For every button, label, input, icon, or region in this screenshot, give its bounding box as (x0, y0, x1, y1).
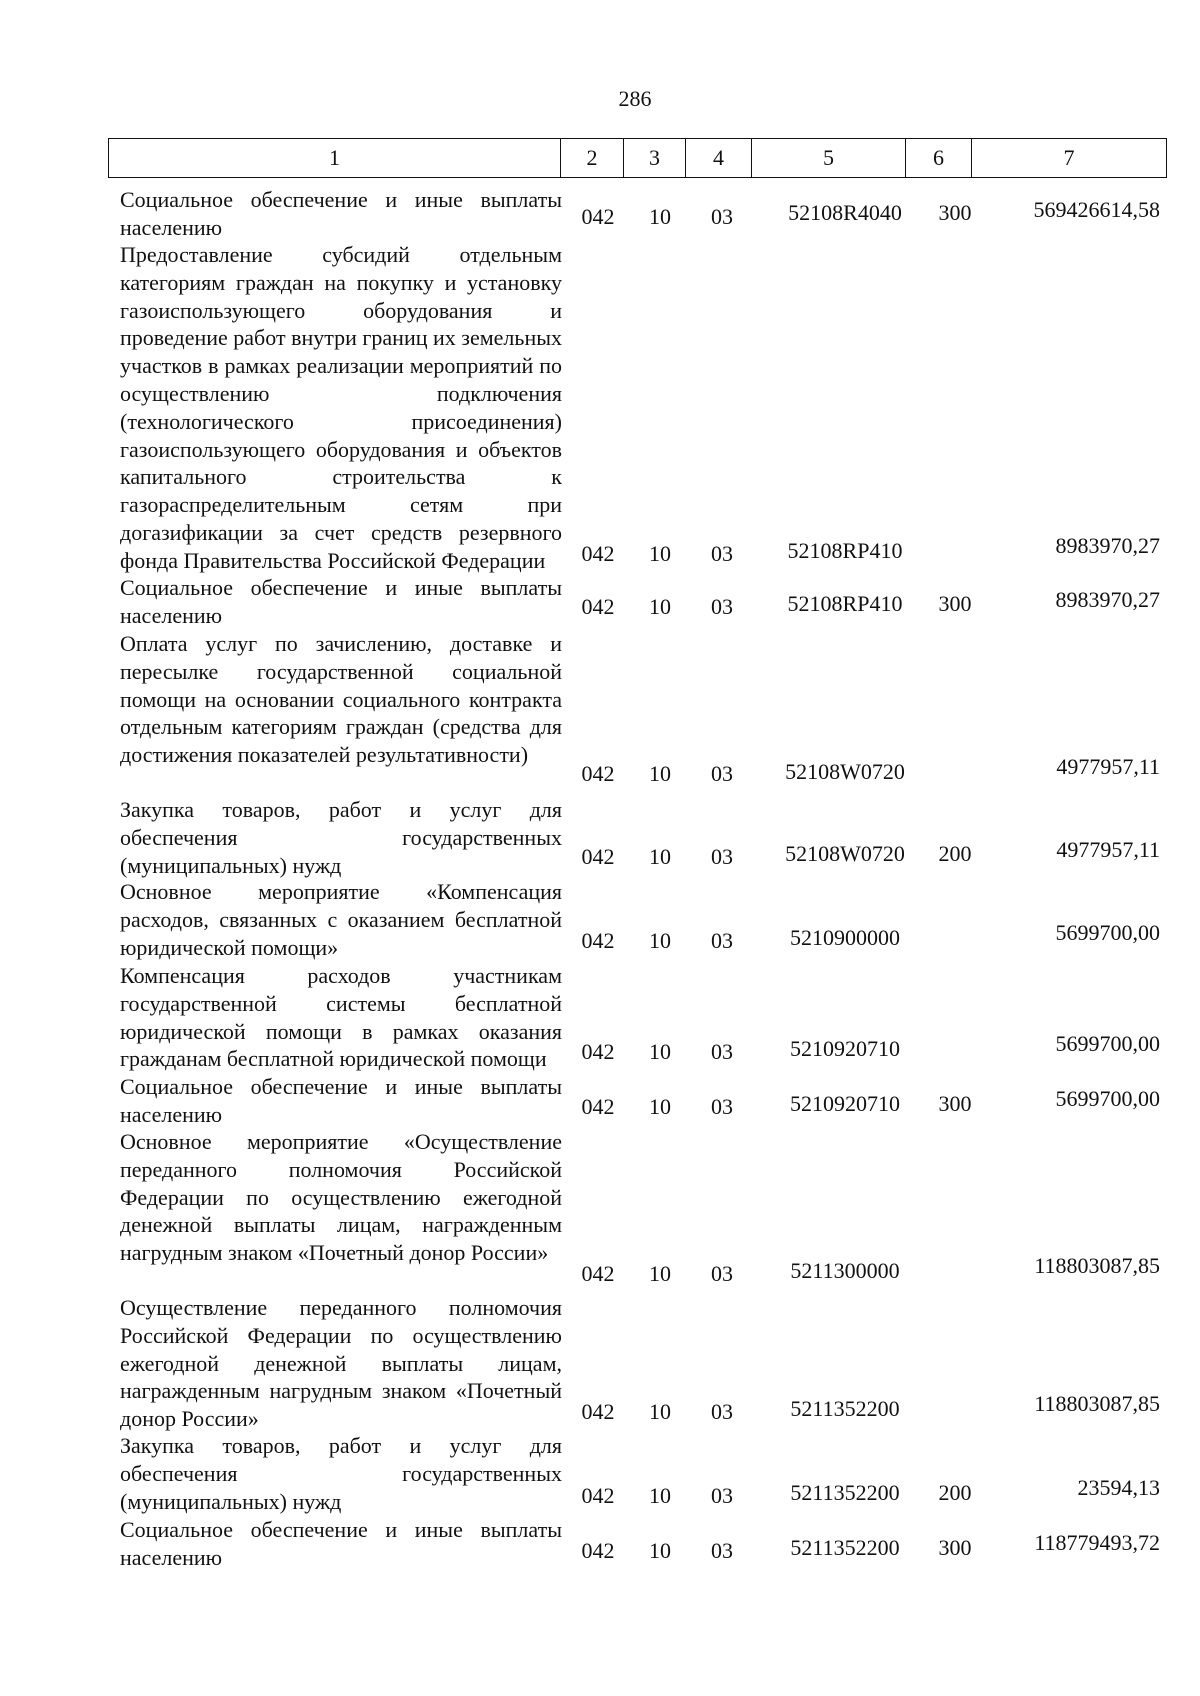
cell-col7: 5699700,00 (1055, 1031, 1160, 1056)
row-description: Основное мероприятие «Компенсация расходов, связанных с оказанием бесплатной юридической помощи» (120, 879, 562, 960)
cell-col3: 10 (649, 541, 671, 566)
cell-col5: 5211352200 (790, 1535, 900, 1560)
column-header-6: 6 (906, 139, 972, 178)
cell-col7: 4977957,11 (1056, 754, 1160, 779)
cell-col4: 03 (711, 1399, 733, 1424)
cell-col2: 042 (581, 1094, 615, 1119)
row-description: Компенсация расходов участникам государственной системы бесплатной юридической помощи в рамках оказания гражданам бесплатной юридической помощи (120, 963, 562, 1072)
row-description: Оплата услуг по зачислению, доставке и пересылке государственной социальной помощи на основании социального контракта отдельным категориям граждан (средства для достижения показателей результативности) (120, 631, 562, 768)
cell-col7: 8983970,27 (1055, 587, 1160, 612)
cell-col5: 5210920710 (790, 1091, 900, 1116)
row-description: Социальное обеспечение и иные выплаты населению (120, 575, 562, 628)
cell-col5: 52108W0720 (785, 759, 905, 784)
cell-col3: 10 (649, 204, 671, 229)
cell-col5: 52108W0720 (785, 841, 905, 866)
cell-col2: 042 (581, 541, 615, 566)
cell-col3: 10 (649, 844, 671, 869)
cell-col4: 03 (711, 1538, 733, 1563)
cell-col5: 52108R4040 (788, 200, 902, 225)
cell-col4: 03 (711, 1094, 733, 1119)
page-number: 286 (618, 86, 652, 111)
cell-col3: 10 (649, 761, 671, 786)
cell-col7: 118779493,72 (1034, 1530, 1160, 1555)
row-description: Осуществление переданного полномочия Российской Федерации по осуществлению ежегодной денежной выплаты лицам, награжденным нагрудным знаком «Почетный донор России» (120, 1295, 562, 1432)
cell-col2: 042 (581, 594, 615, 619)
row-description: Основное мероприятие «Осуществление переданного полномочия Российской Федерации по осуществлению ежегодной денежной выплаты лицам, награжденным нагрудным знаком «Почетный донор России» (120, 1129, 562, 1266)
cell-col2: 042 (581, 204, 615, 229)
cell-col7: 5699700,00 (1055, 920, 1160, 945)
cell-col7: 118803087,85 (1034, 1253, 1160, 1278)
cell-col3: 10 (649, 1538, 671, 1563)
cell-col2: 042 (581, 761, 615, 786)
row-description: Социальное обеспечение и иные выплаты населению (120, 1074, 562, 1127)
column-header-3: 3 (624, 139, 686, 178)
cell-col6: 300 (938, 1091, 972, 1116)
cell-col2: 042 (581, 1039, 615, 1064)
row-description: Закупка товаров, работ и услуг для обеспечения государственных (муниципальных) нужд (120, 797, 562, 878)
cell-col5: 52108RP410 (787, 591, 903, 616)
cell-col3: 10 (649, 1399, 671, 1424)
column-header-2: 2 (561, 139, 624, 178)
cell-col4: 03 (711, 928, 733, 953)
column-header-5: 5 (752, 139, 906, 178)
cell-col2: 042 (581, 928, 615, 953)
cell-col7: 23594,13 (1077, 1475, 1160, 1500)
cell-col4: 03 (711, 1261, 733, 1286)
cell-col3: 10 (649, 1483, 671, 1508)
cell-col4: 03 (711, 1483, 733, 1508)
row-description: Социальное обеспечение и иные выплаты населению (120, 1517, 562, 1570)
cell-col4: 03 (711, 1039, 733, 1064)
cell-col3: 10 (649, 1039, 671, 1064)
cell-col6: 300 (938, 200, 972, 225)
cell-col3: 10 (649, 1261, 671, 1286)
cell-col4: 03 (711, 844, 733, 869)
row-description: Закупка товаров, работ и услуг для обеспечения государственных (муниципальных) нужд (120, 1433, 562, 1514)
column-header-7: 7 (972, 139, 1167, 178)
cell-col4: 03 (711, 541, 733, 566)
cell-col3: 10 (649, 594, 671, 619)
cell-col2: 042 (581, 1399, 615, 1424)
cell-col6: 200 (938, 841, 972, 866)
cell-col4: 03 (711, 761, 733, 786)
cell-col5: 5210900000 (790, 925, 900, 950)
cell-col5: 5210920710 (790, 1036, 900, 1061)
cell-col3: 10 (649, 928, 671, 953)
cell-col5: 52108RP410 (787, 538, 903, 563)
cell-col3: 10 (649, 1094, 671, 1119)
row-description: Предоставление субсидий отдельным категориям граждан на покупку и установку газоиспользующего оборудования и проведение работ внутри границ их земельных участков в рамках реализации мероприятий по осуществлению подключения (технологического присоединения) газоиспользующего оборудования и объектов капитального строительства к газораспределительным сетям при догазификации за счет средств резервного фонда Правительства Российской Федерации (120, 242, 562, 573)
column-header-4: 4 (686, 139, 752, 178)
cell-col7: 5699700,00 (1055, 1086, 1160, 1111)
cell-col5: 5211352200 (790, 1396, 900, 1421)
cell-col2: 042 (581, 1483, 615, 1508)
cell-col7: 8983970,27 (1055, 533, 1160, 558)
row-description: Социальное обеспечение и иные выплаты населению (120, 187, 562, 240)
cell-col2: 042 (581, 1538, 615, 1563)
cell-col4: 03 (711, 594, 733, 619)
cell-col6: 200 (938, 1480, 972, 1505)
cell-col2: 042 (581, 844, 615, 869)
cell-col5: 5211300000 (790, 1258, 900, 1283)
cell-col2: 042 (581, 1261, 615, 1286)
cell-col6: 300 (938, 1535, 972, 1560)
cell-col7: 118803087,85 (1034, 1391, 1160, 1416)
cell-col7: 4977957,11 (1056, 837, 1160, 862)
cell-col6: 300 (938, 591, 972, 616)
cell-col4: 03 (711, 204, 733, 229)
cell-col7: 569426614,58 (1033, 197, 1160, 222)
cell-col5: 5211352200 (790, 1480, 900, 1505)
column-header-1: 1 (109, 139, 561, 178)
